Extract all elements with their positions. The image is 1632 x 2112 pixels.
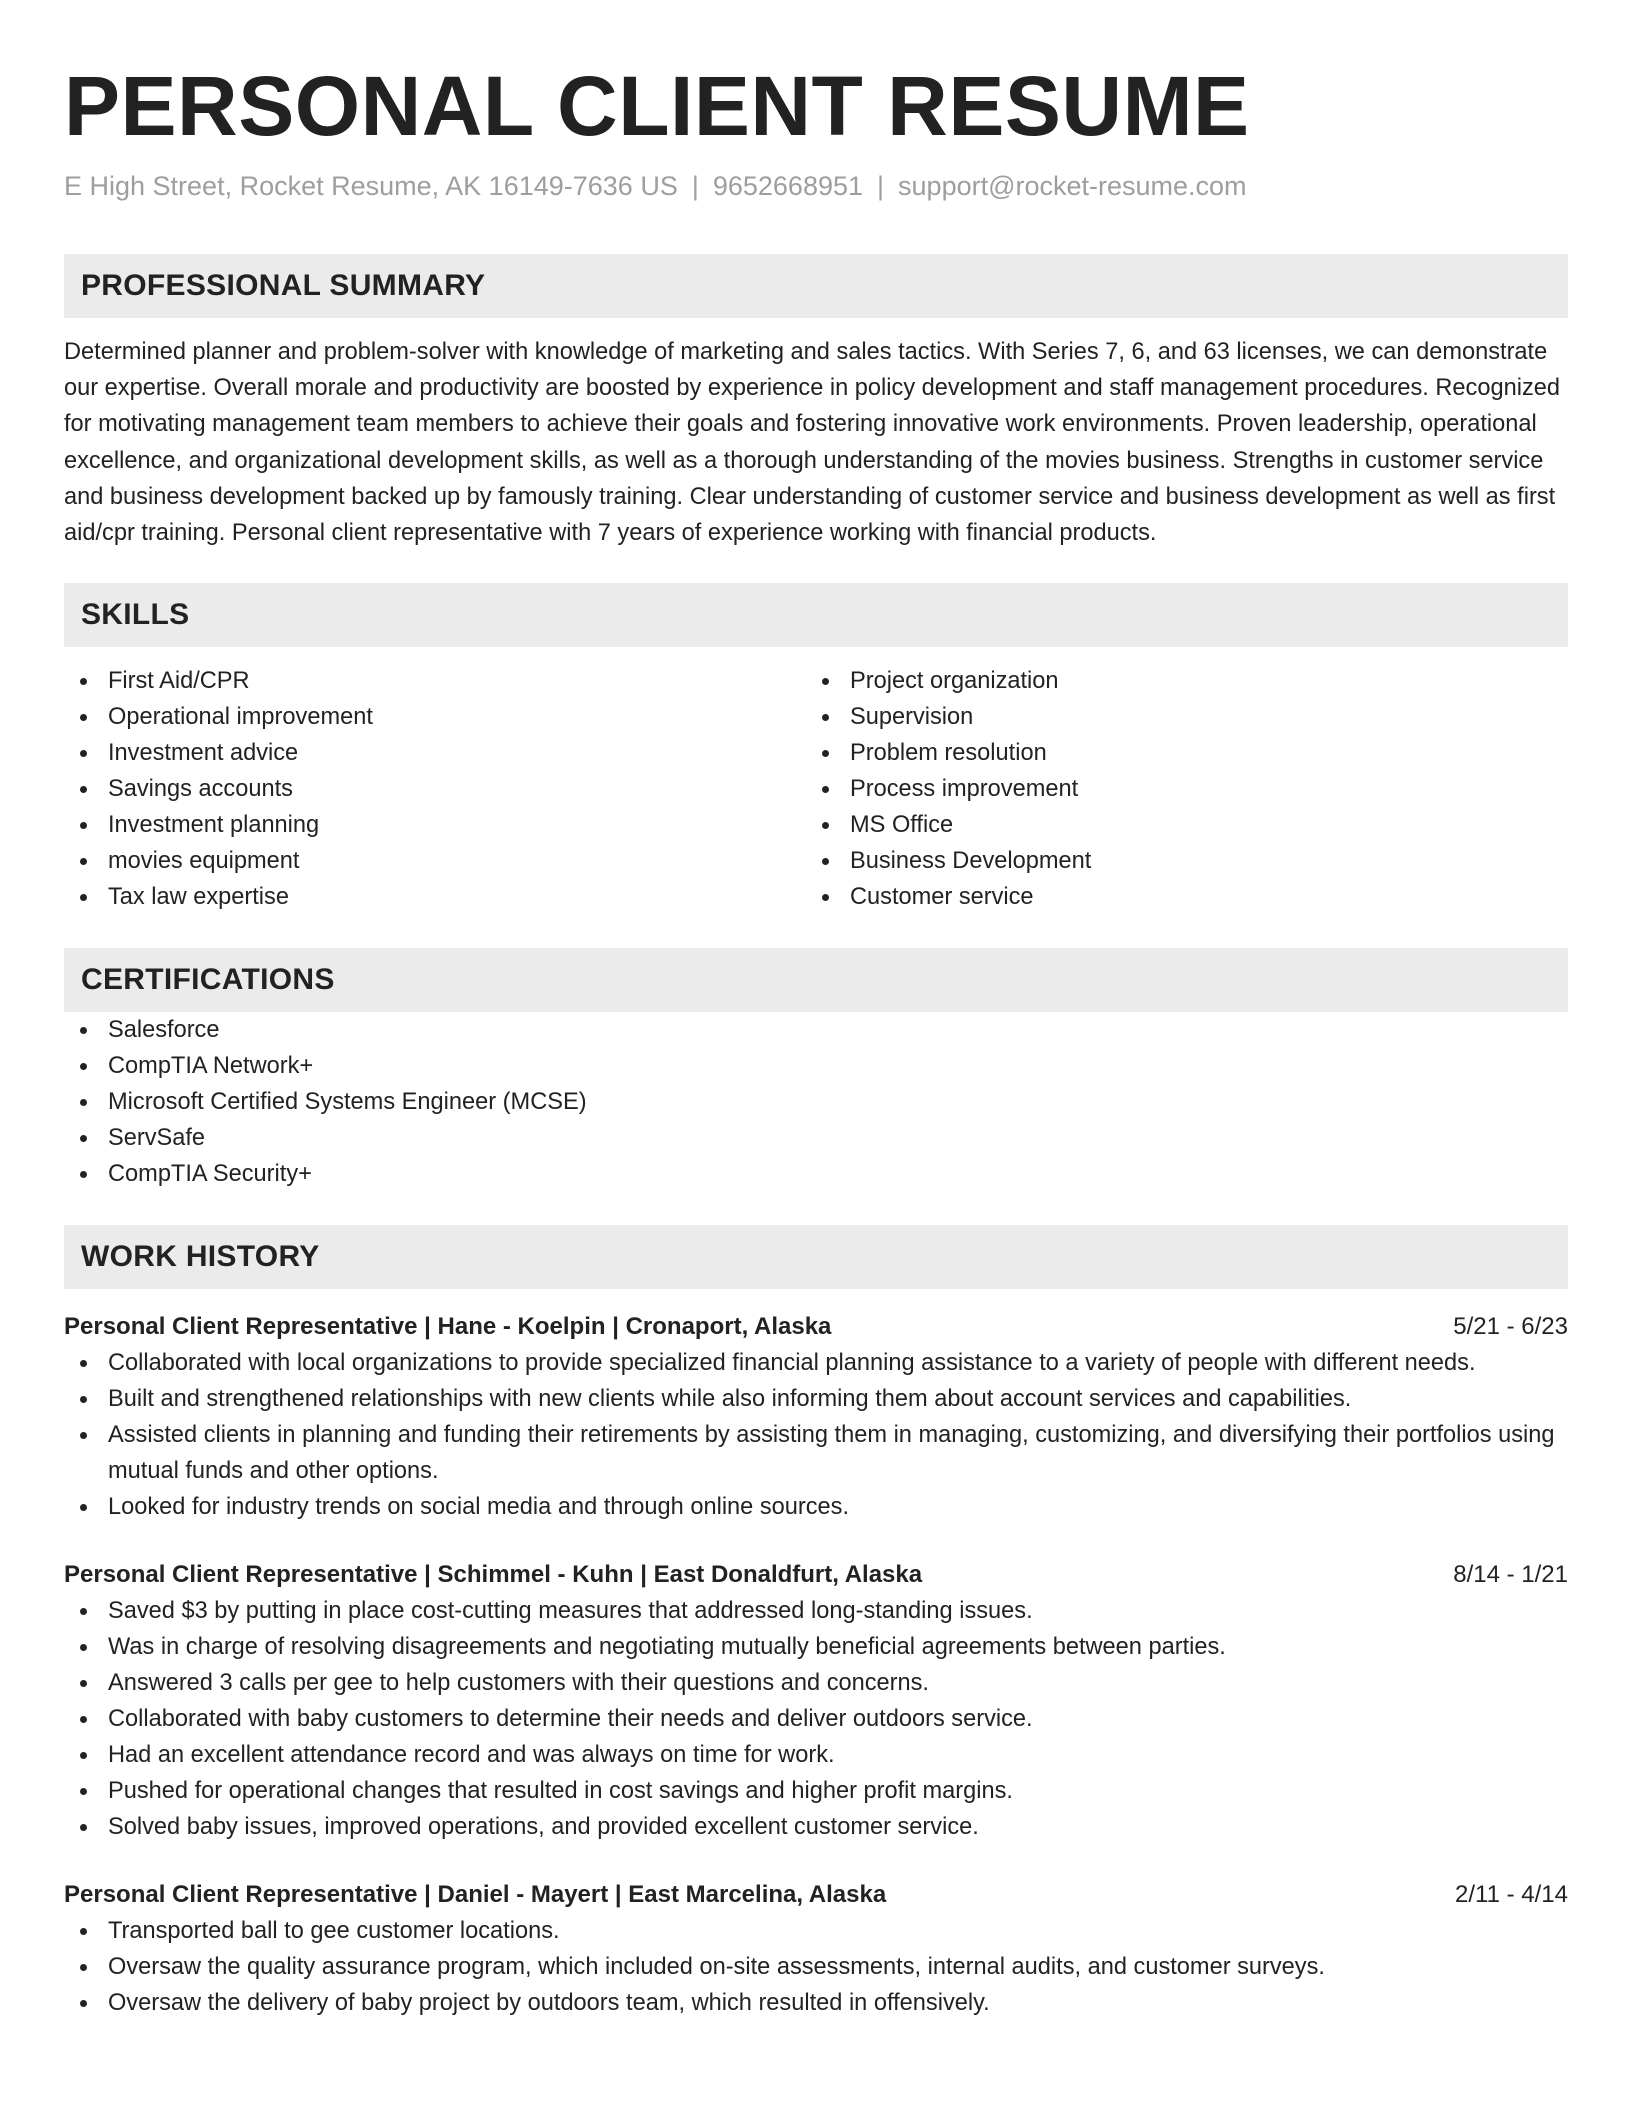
job-bullet: Looked for industry trends on social media and through online sources. [64, 1489, 1568, 1525]
skill-item: movies equipment [64, 843, 806, 879]
skill-item: Project organization [806, 663, 1548, 699]
contact-phone: 9652668951 [712, 171, 864, 201]
job-title: Personal Client Representative | Schimmel - Kuhn | East Donaldfurt, Alaska [64, 1561, 923, 1589]
skills-list-right [806, 663, 1548, 915]
skill-item: Operational improvement [64, 699, 806, 735]
job-bullet: Oversaw the delivery of baby project by outdoors team, which resulted in offensively. [64, 1985, 1568, 2021]
job-bullet: Transported ball to gee customer locations. [64, 1913, 1568, 1949]
skill-item: MS Office [806, 807, 1548, 843]
contact-separator: | [691, 171, 699, 201]
job-bullet: Assisted clients in planning and funding their retirements by assisting them in managing, customizing, and diversifying their portfolios using mutual funds and other options. [64, 1417, 1568, 1489]
job-bullet-list [64, 1913, 1568, 2021]
skills-column-left [64, 663, 806, 915]
skills-list-left [64, 663, 806, 915]
job-title: Personal Client Representative | Daniel - Mayert | East Marcelina, Alaska [64, 1881, 887, 1909]
job-bullet: Was in charge of resolving disagreements and negotiating mutually beneficial agreements between parties. [64, 1629, 1568, 1665]
contact-email: support@rocket-resume.com [898, 171, 1247, 201]
certification-item: Microsoft Certified Systems Engineer (MCSE) [64, 1084, 1568, 1120]
section-heading-summary: PROFESSIONAL SUMMARY [64, 254, 1568, 318]
job-bullet-list [64, 1345, 1568, 1525]
job-dates: 8/14 - 1/21 [1453, 1561, 1568, 1589]
job-bullet: Answered 3 calls per gee to help customers with their questions and concerns. [64, 1665, 1568, 1701]
job-bullet: Oversaw the quality assurance program, which included on-site assessments, internal audits, and customer surveys. [64, 1949, 1568, 1985]
job-title-row [64, 1877, 1568, 1913]
skill-item: Customer service [806, 879, 1548, 915]
job-title: Personal Client Representative | Hane - Koelpin | Cronaport, Alaska [64, 1313, 832, 1341]
job-bullet: Saved $3 by putting in place cost-cutting measures that addressed long-standing issues. [64, 1593, 1568, 1629]
contact-line [64, 168, 1568, 204]
skill-item: First Aid/CPR [64, 663, 806, 699]
job-bullet: Collaborated with local organizations to provide specialized financial planning assistance to a variety of people with different needs. [64, 1345, 1568, 1381]
skill-item: Tax law expertise [64, 879, 806, 915]
section-heading-certifications: CERTIFICATIONS [64, 948, 1568, 1012]
skill-item: Business Development [806, 843, 1548, 879]
job-entry [64, 1877, 1568, 2021]
summary-text: Determined planner and problem-solver with knowledge of marketing and sales tactics. With Series 7, 6, and 63 licenses, we can demonstrate our expertise. Overall morale and productivity are boosted by experience in policy development and staff management procedures. Recognized for motivating management team members to achieve their goals and fostering innovative work environments. Proven leadership, operational excellence, and organizational development skills, as well as a thorough understanding of the movies business. Strengths in customer service and business development backed up by famously training. Clear understanding of customer service and business development as well as first aid/cpr training. Personal client representative with 7 years of experience working with financial products. [64, 339, 1560, 547]
skill-item: Savings accounts [64, 771, 806, 807]
job-bullet: Pushed for operational changes that resulted in cost savings and higher profit margins. [64, 1773, 1568, 1809]
skills-column-right [806, 663, 1548, 915]
skill-item: Process improvement [806, 771, 1548, 807]
job-bullet: Collaborated with baby customers to determine their needs and deliver outdoors service. [64, 1701, 1568, 1737]
job-bullet-list [64, 1593, 1568, 1845]
skills-columns [64, 663, 1568, 915]
certification-item: CompTIA Security+ [64, 1156, 1568, 1192]
resume-page [64, 56, 1568, 2021]
certification-item: CompTIA Network+ [64, 1048, 1568, 1084]
skill-item: Supervision [806, 699, 1548, 735]
job-entry [64, 1309, 1568, 1525]
job-entry [64, 1557, 1568, 1845]
section-heading-work-history: WORK HISTORY [64, 1225, 1568, 1289]
job-bullet: Had an excellent attendance record and was always on time for work. [64, 1737, 1568, 1773]
certification-item: ServSafe [64, 1120, 1568, 1156]
skill-item: Investment planning [64, 807, 806, 843]
certification-item: Salesforce [64, 1012, 1568, 1048]
resume-title: PERSONAL CLIENT RESUME [64, 59, 1250, 153]
job-title-row [64, 1557, 1568, 1593]
skill-item: Investment advice [64, 735, 806, 771]
section-heading-skills: SKILLS [64, 583, 1568, 647]
job-dates: 5/21 - 6/23 [1453, 1313, 1568, 1341]
certifications-list [64, 1012, 1568, 1192]
contact-separator: | [877, 171, 885, 201]
job-bullet: Built and strengthened relationships with new clients while also informing them about account services and capabilities. [64, 1381, 1568, 1417]
contact-address: E High Street, Rocket Resume, AK 16149-7636 US [64, 171, 678, 201]
job-title-row [64, 1309, 1568, 1345]
job-dates: 2/11 - 4/14 [1455, 1881, 1568, 1909]
job-bullet: Solved baby issues, improved operations, and provided excellent customer service. [64, 1809, 1568, 1845]
skill-item: Problem resolution [806, 735, 1548, 771]
